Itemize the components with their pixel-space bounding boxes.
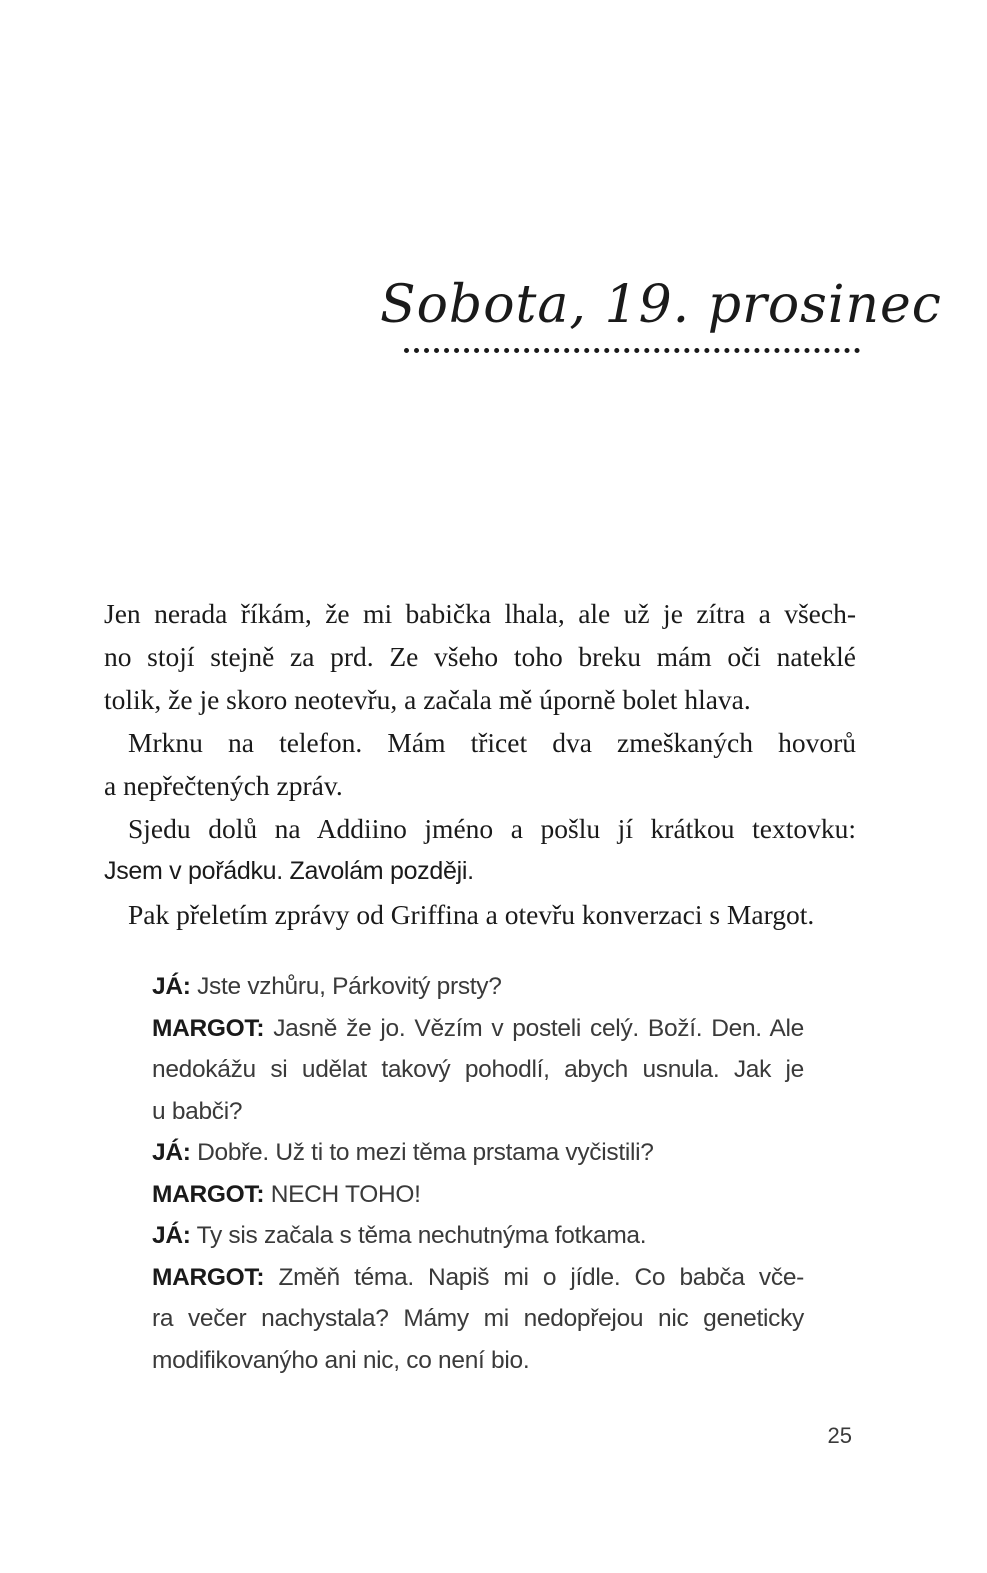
paragraph-2 [104, 721, 856, 807]
paragraph-line: no stojí stejně za prd. Ze všeho toho breku mám oči nateklé [104, 641, 856, 672]
chat-text: Změň téma. Napiš mi o jídle. Co babča vče- [278, 1263, 804, 1291]
chat-text: Jasně že jo. Vězím v posteli celý. Boží. Den. Ale [273, 1014, 804, 1042]
body-text [104, 592, 856, 936]
paragraph-line: Sjedu dolů na Addiino jméno a pošlu jí krátkou textovku: [128, 813, 856, 844]
text-message-quote: Jsem v pořádku. Zavolám později. [104, 857, 474, 885]
chat-speaker: MARGOT: [152, 1180, 265, 1208]
chat-line [152, 966, 804, 1008]
chat-line: nedokážu si udělat takový pohodlí, abych usnula. Jak je [152, 1056, 804, 1083]
paragraph-3 [104, 807, 856, 893]
chat-speaker: JÁ: [152, 1222, 191, 1249]
paragraph-line: Mrknu na telefon. Mám třicet dva zmeškaných hovorů [128, 727, 856, 758]
chapter-title-dotted-underline [404, 340, 860, 353]
chat-message [152, 966, 804, 1008]
page-number: 25 [827, 1423, 852, 1448]
chat-speaker: JÁ: [152, 1139, 191, 1166]
paragraph-line: Pak přeletím zprávy od Griffina a otevřu konverzaci s Margot. [128, 899, 815, 930]
paragraph-line: a nepřečtených zpráv. [104, 770, 343, 801]
chat-line [152, 1008, 804, 1050]
chat-text: Ty sis začala s těma nechutnýma fotkama. [196, 1222, 647, 1249]
chat-line [152, 1215, 804, 1257]
chat-line [152, 1174, 804, 1216]
chat-speaker: MARGOT: [152, 1014, 265, 1042]
chat-message [152, 1174, 804, 1216]
paragraph-line: tolik, že je skoro neotevřu, a začala mě úporně bolet hlava. [104, 684, 751, 715]
chat-text: Dobře. Už ti to mezi těma prstama vyčistili? [197, 1139, 654, 1166]
paragraph-4 [104, 893, 856, 936]
chat-speaker: MARGOT: [152, 1263, 265, 1291]
paragraph-1 [104, 592, 856, 721]
paragraph-line: Jen nerada říkám, že mi babička lhala, ale už je zítra a všech- [104, 598, 856, 629]
chapter-title: Sobota, 19. prosinec [380, 275, 942, 335]
chat-message [152, 1257, 804, 1382]
chat-line: ra večer nachystala? Mámy mi nedopřejou nic geneticky [152, 1305, 804, 1332]
chat-message [152, 1215, 804, 1257]
chat-message [152, 1132, 804, 1174]
chat-text: Jste vzhůru, Párkovitý prsty? [197, 973, 502, 1000]
chat-line [152, 1132, 804, 1174]
chat-line: modifikovanýho ani nic, co není bio. [152, 1346, 530, 1374]
chat-message [152, 1008, 804, 1133]
chat-text: NECH TOHO! [270, 1180, 421, 1208]
chat-speaker: JÁ: [152, 973, 191, 1000]
chat-line: u babči? [152, 1097, 243, 1125]
chapter-heading [380, 270, 942, 353]
chat-line [152, 1257, 804, 1299]
chat-transcript [152, 966, 804, 1381]
